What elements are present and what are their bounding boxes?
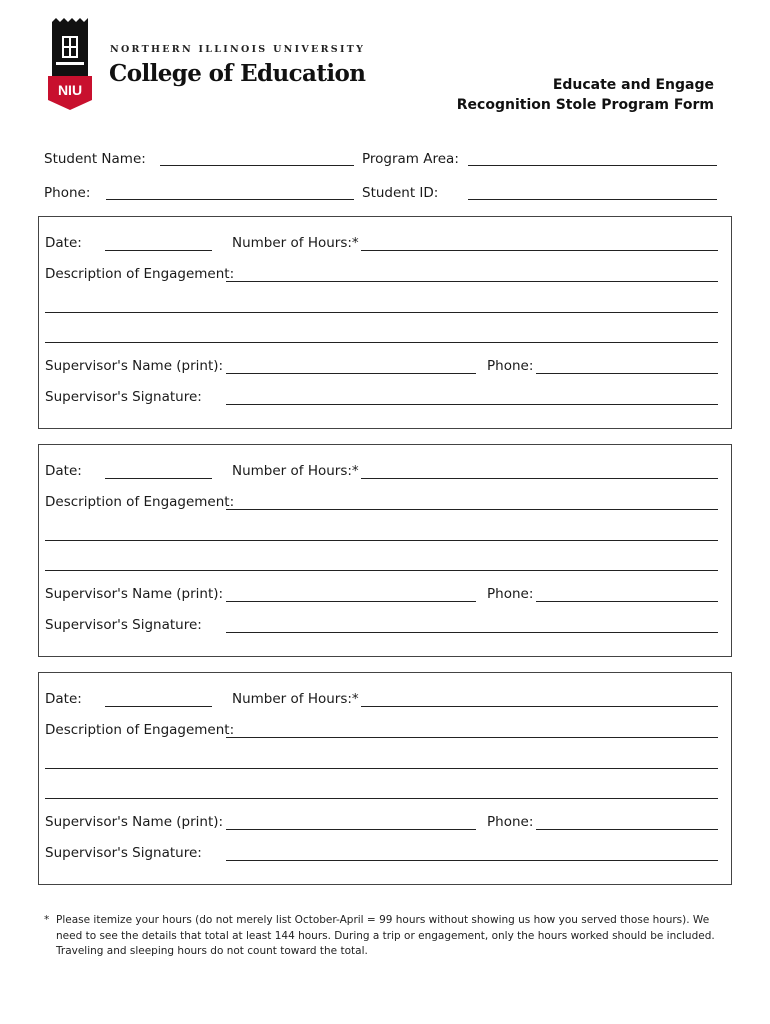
- supervisor-name-field[interactable]: [226, 373, 476, 374]
- student-phone-label: Phone:: [44, 185, 91, 201]
- date-field[interactable]: [105, 250, 212, 251]
- footnote-text: Please itemize your hours (do not merely list October-April = 99 hours without showing us how you served those hours). We need to see the details that total at least 144 hours. During a trip or engagement, only the hours worked should be included. Traveling and sleeping hours do not count toward the total.: [56, 914, 715, 957]
- supervisor-phone-field[interactable]: [536, 829, 718, 830]
- student-phone-field[interactable]: [106, 199, 354, 200]
- footnote-marker: *: [44, 914, 50, 926]
- description-field-line-2[interactable]: [45, 312, 718, 313]
- description-field-line-2[interactable]: [45, 768, 718, 769]
- supervisor-name-label: Supervisor's Name (print):: [45, 358, 224, 374]
- logo-text: NIU: [57, 82, 83, 98]
- description-field-line-3[interactable]: [45, 570, 718, 571]
- hours-label: Number of Hours:*: [232, 691, 359, 707]
- niu-logo: [44, 18, 96, 110]
- hours-field[interactable]: [361, 478, 718, 479]
- supervisor-name-field[interactable]: [226, 829, 476, 830]
- hours-field[interactable]: [361, 706, 718, 707]
- supervisor-signature-field[interactable]: [226, 860, 718, 861]
- program-area-field[interactable]: [468, 165, 717, 166]
- description-field-line-2[interactable]: [45, 540, 718, 541]
- engagement-entry-box: [38, 672, 732, 885]
- supervisor-phone-label: Phone:: [487, 586, 534, 602]
- student-name-label: Student Name:: [44, 151, 146, 167]
- supervisor-phone-field[interactable]: [536, 601, 718, 602]
- student-name-field[interactable]: [160, 165, 354, 166]
- description-field-line-1[interactable]: [226, 737, 718, 738]
- supervisor-phone-label: Phone:: [487, 814, 534, 830]
- hours-field[interactable]: [361, 250, 718, 251]
- supervisor-phone-label: Phone:: [487, 358, 534, 374]
- program-area-label: Program Area:: [362, 151, 459, 167]
- date-label: Date:: [45, 691, 82, 707]
- university-name: NORTHERN ILLINOIS UNIVERSITY: [110, 44, 366, 55]
- hours-label: Number of Hours:*: [232, 463, 359, 479]
- description-field-line-3[interactable]: [45, 342, 718, 343]
- supervisor-name-label: Supervisor's Name (print):: [45, 814, 224, 830]
- engagement-entry-box: [38, 216, 732, 429]
- date-field[interactable]: [105, 706, 212, 707]
- college-name: College of Education: [109, 60, 366, 87]
- form-title: Educate and Engage: [552, 77, 714, 93]
- description-field-line-3[interactable]: [45, 798, 718, 799]
- engagement-entry-box: [38, 444, 732, 657]
- supervisor-name-field[interactable]: [226, 601, 476, 602]
- date-field[interactable]: [105, 478, 212, 479]
- footnote: [44, 913, 730, 960]
- student-id-field[interactable]: [468, 199, 717, 200]
- form-subtitle: Recognition Stole Program Form: [456, 97, 714, 113]
- student-id-label: Student ID:: [362, 185, 439, 201]
- supervisor-signature-label: Supervisor's Signature:: [45, 845, 202, 861]
- supervisor-phone-field[interactable]: [536, 373, 718, 374]
- description-label: Description of Engagement:: [45, 722, 235, 738]
- date-label: Date:: [45, 235, 82, 251]
- description-field-line-1[interactable]: [226, 509, 718, 510]
- description-label: Description of Engagement:: [45, 266, 235, 282]
- date-label: Date:: [45, 463, 82, 479]
- description-field-line-1[interactable]: [226, 281, 718, 282]
- supervisor-signature-field[interactable]: [226, 404, 718, 405]
- description-label: Description of Engagement:: [45, 494, 235, 510]
- supervisor-signature-label: Supervisor's Signature:: [45, 389, 202, 405]
- supervisor-signature-label: Supervisor's Signature:: [45, 617, 202, 633]
- hours-label: Number of Hours:*: [232, 235, 359, 251]
- supervisor-name-label: Supervisor's Name (print):: [45, 586, 224, 602]
- supervisor-signature-field[interactable]: [226, 632, 718, 633]
